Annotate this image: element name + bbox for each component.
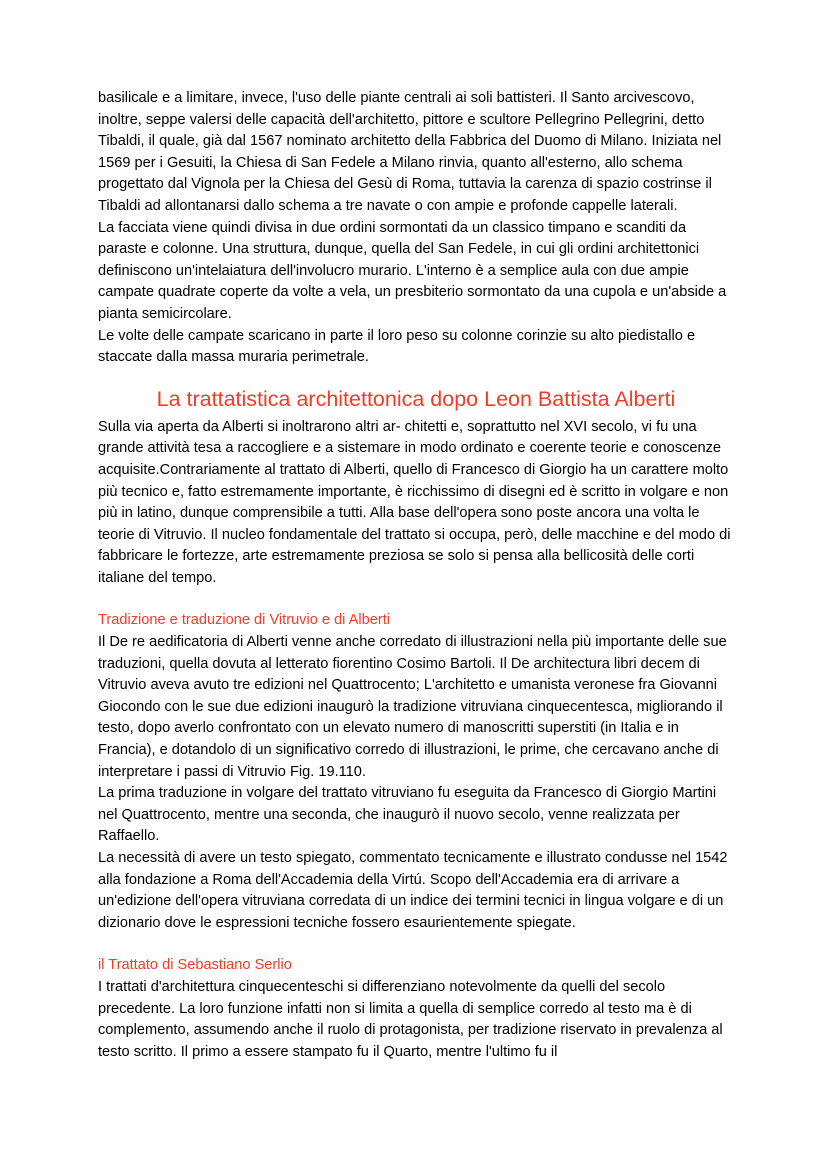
paragraph-trattati-cinquecenteschi: I trattati d'architettura cinquecenteschi si differenziano notevolmente da quelli del secolo precedente. La loro funzione infatti non si limita a quella di semplice corredo al testo ma è di complemento, assumendo anche il ruolo di protagonista, per tradizione riservato in prevalenza al testo scritto. Il primo a essere stampato fu il Quarto, mentre l'ultimo fu il [98, 978, 723, 1060]
document-content [98, 88, 734, 1063]
section-heading-trattatistica: La trattatistica architettonica dopo Leon Battista Alberti [156, 386, 676, 411]
paragraph-volte: Le volte delle campate scaricano in parte il loro peso su colonne corinzie su alto piedistallo e staccate dalla massa muraria perimetrale. [98, 327, 696, 366]
paragraph-san-fedele: basilicale e a limitare, invece, l'uso delle piante centrali ai soli battisteri. Il Santo arcivescovo, inoltre, seppe valersi delle capacità dell'architetto, pittore e scultore Pellegrino Pellegrini, detto Tibaldi, il quale, già dal 1567 nominato architetto della Fabbrica del Duomo di Milano. Iniziata nel 1569 per i Gesuiti, la Chiesa di San Fedele a Milano rinvia, quanto all'esterno, allo schema progettato dal Vignola per la Chiesa del Gesù di Roma, tuttavia la carenza di spazio costrinse il Tibaldi ad allontanarsi dallo schema a tre navate o con ampie e profonde cappelle laterali. [98, 90, 722, 214]
paragraph-facciata: La facciata viene quindi divisa in due ordini sormontati da un classico timpano e scanditi da paraste e colonne. Una struttura, dunque, quella del San Fedele, in cui gli ordini architettonici definiscono un'intelaiatura dell'involucro murario. L'interno è a semplice aula con due ampie campate quadrate coperte da volte a vela, un presbiterio sormontato da una cupola e un'abside a pianta semicircolare. [98, 219, 727, 322]
paragraph-prima-traduzione: La prima traduzione in volgare del trattato vitruviano fu eseguita da Francesco di Giorgio Martini nel Quattrocento, mentre una seconda, che inaugurò il nuovo secolo, venne realizzata per Raffaello. [98, 785, 717, 845]
paragraph-de-re-aedificatoria: Il De re aedificatoria di Alberti venne anche corredato di illustrazioni nella più importante delle sue traduzioni, quella dovuta al letterato fiorentino Cosimo Bartoli. Il De architectura libri decem di Vitruvio aveva avuto tre edizioni nel Quattrocento; L'architetto e umanista veronese fra Giovanni Giocondo con le sue due edizioni inaugurò la tradizione vitruviana cinquecentesca, migliorando il testo, dopo averlo confrontato con un elevato numero di manoscritti superstiti (in Italia e in Francia), e dotandolo di un significativo corredo di illustrazioni, le prime, che cercavano anche di interpretare i passi di Vitruvio Fig. 19.110. [98, 634, 727, 780]
subheading-tradizione-traduzione: Tradizione e traduzione di Vitruvio e di Alberti [98, 612, 391, 629]
subheading-trattato-serlio: il Trattato di Sebastiano Serlio [98, 957, 292, 974]
paragraph-accademia-virtu: La necessità di avere un testo spiegato, commentato tecnicamente e illustrato condusse nel 1542 alla fondazione a Roma dell'Accademia della Virtú. Scopo dell'Accademia era di arrivare a un'edizione dell'opera vitruviana corredata di un indice dei termini tecnici in lingua volgare e di un dizionario dove le espressioni tecniche fossero esaurientemente spiegate. [98, 850, 728, 931]
paragraph-alberti-giorgio: Sulla via aperta da Alberti si inoltrarono altri ar- chitetti e, soprattutto nel XVI secolo, vi fu una grande attività tesa a raccogliere e a sistemare in modo ordinato e coerente teorie e conoscenze acquisite.Contrariamente al trattato di Alberti, quello di Francesco di Giorgio ha un carattere molto più tecnico e, fatto estremamente importante, è ricchissimo di disegni ed è scritto in volgare e non più in latino, dunque comprensibile a tutti. Alla base dell'opera sono poste ancora una volta le teorie di Vitruvio. Il nucleo fondamentale del trattato si occupa, però, delle macchine e del modo di fabbricare le fortezze, arte estremamente preziosa se solo si pensa alla bellicosità delle corti italiane del tempo. [98, 418, 731, 586]
